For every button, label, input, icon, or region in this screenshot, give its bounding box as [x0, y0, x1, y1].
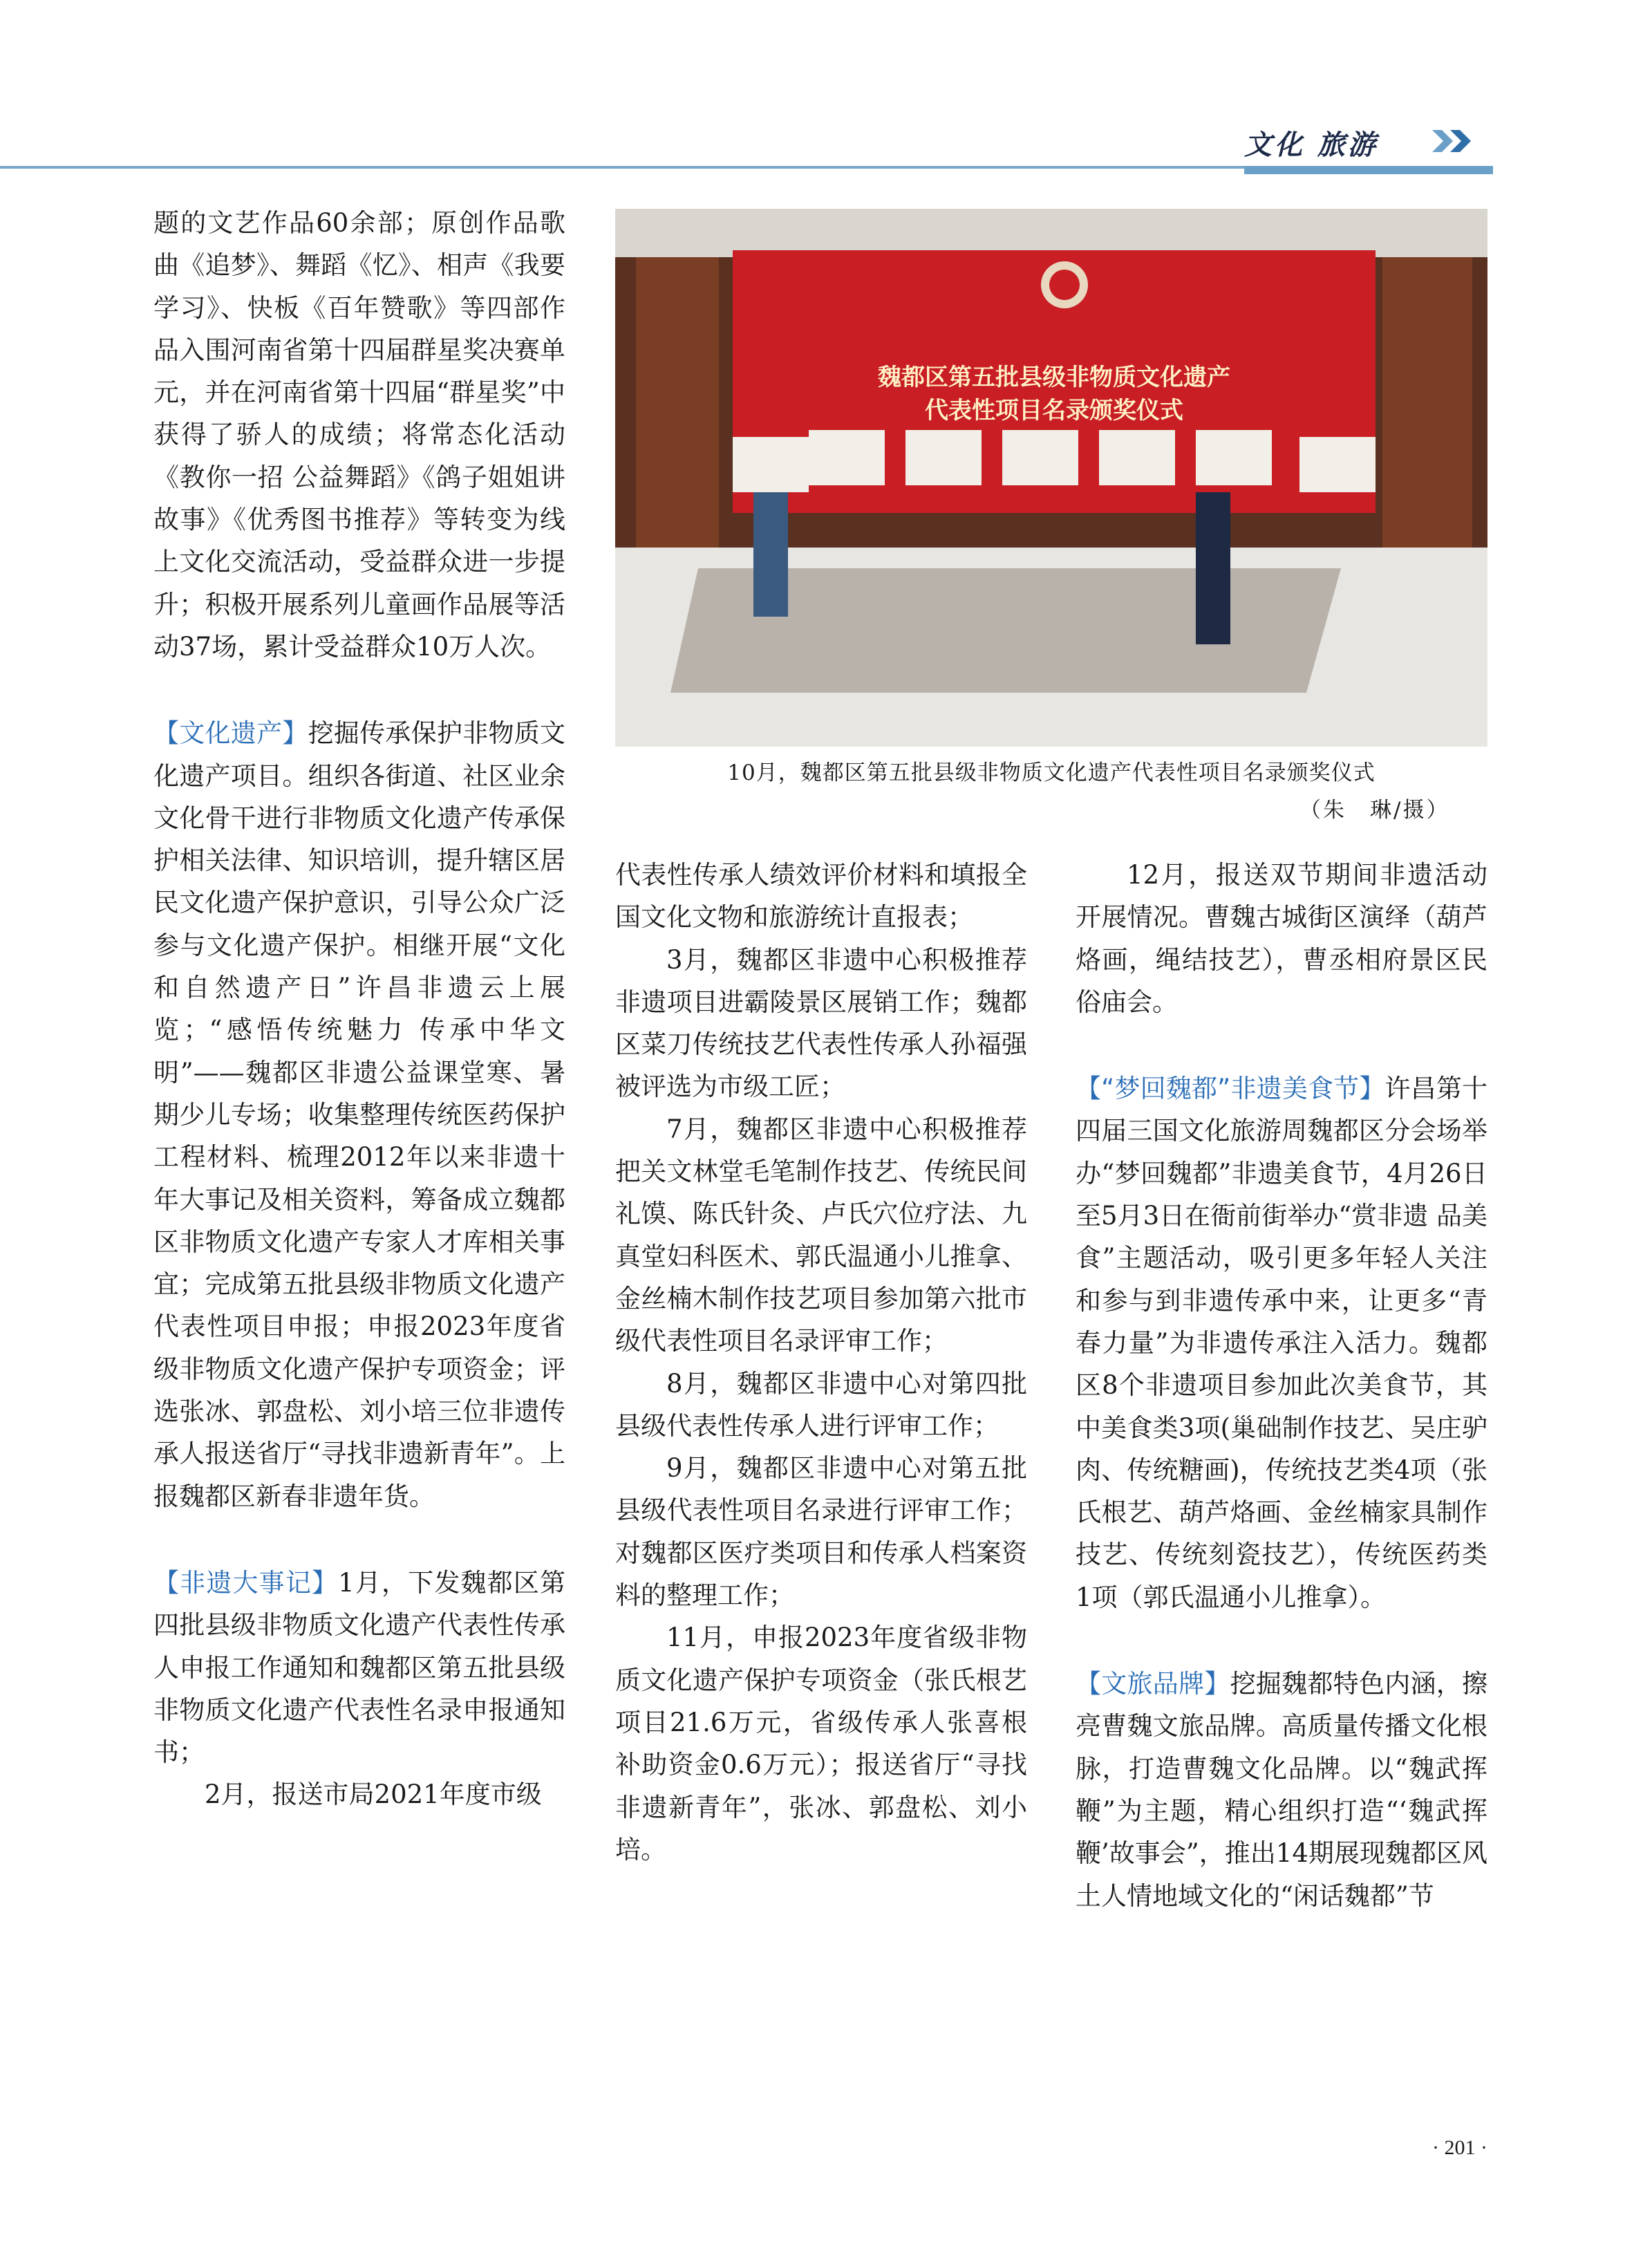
section-heading: 【非遗大事记】 — [153, 1567, 339, 1598]
paragraph-text: 1月，下发魏都区第四批县级非物质文化遗产代表性传承人申报工作通知和魏都区第五批县级非物质文化遗产代表性名录申报通知书； — [153, 1567, 566, 1768]
column-1 — [153, 202, 565, 1816]
banner-line-1: 魏都区第五批县级非物质文化遗产 — [878, 364, 1230, 391]
paragraph: 7月，魏都区非遗中心积极推荐把关文林堂毛笔制作技艺、传统民间礼馍、陈氏针灸、卢氏穴位疗法、九真堂妇科医术、郭氏温通小儿推拿、金丝楠木制作技艺项目参加第六批市级代表性项目名录评审工作； — [615, 1114, 1027, 1356]
photo-credit: （朱 琳/摄） — [1299, 798, 1450, 823]
paragraph-text: 挖掘魏都特色内涵，擦亮曹魏文旅品牌。高质量传播文化根脉，打造曹魏文化品牌。以“魏武挥鞭”为主题，精心组织打造“‘魏武挥鞭’故事会”，推出14期展现魏都区风土人情地域文化的“闲话魏都”节 — [1076, 1669, 1488, 1911]
paragraph: 8月，魏都区非遗中心对第四批县级代表性传承人进行评审工作； — [615, 1368, 1027, 1441]
paragraph: 12月，报送双节期间非遗活动开展情况。曹魏古城街区演绎（葫芦烙画，绳结技艺），曹丞相府景区民俗庙会。 — [1076, 860, 1487, 1017]
photo-caption: 10月，魏都区第五批县级非物质文化遗产代表性项目名录颁奖仪式 — [727, 760, 1376, 785]
paragraph: 11月，申报2023年度省级非物质文化遗产保护专项资金（张氏根艺项目21.6万元，省级传承人张喜根补助资金0.6万元）；报送省厅“寻找非遗新青年”，张冰、郭盘松、刘小培。 — [615, 1623, 1027, 1865]
section-heading: 【文化遗产】 — [153, 718, 308, 749]
paragraph — [153, 1562, 565, 1773]
column-3 — [1076, 854, 1487, 1917]
column-2 — [615, 854, 1027, 1871]
paragraph: 代表性传承人绩效评价材料和填报全国文化文物和旅游统计直报表； — [615, 860, 1027, 933]
paragraph-text: 许昌第十四届三国文化旅游周魏都区分会场举办“梦回魏都”非遗美食节，4月26日至5月3日在衙前街举办“赏非遗 品美食”主题活动，吸引更多年轻人关注和参与到非遗传承中来，让更多“青春力量”为非遗传承注入活力。魏都区8个非遗项目参加此次美食节，其中美食类3项(巢础制作技艺、吴庄驴肉、传统糖画)，传统技艺类4项（张氏根艺、葫芦烙画、金丝楠家具制作技艺、传统刻瓷技艺），传统医药类1项（郭氏温通小儿推拿）。 — [1076, 1074, 1487, 1612]
ceremony-photo — [615, 209, 1487, 747]
banner-line-2: 代表性项目名录颁奖仪式 — [925, 397, 1183, 424]
paragraph: 3月，魏都区非遗中心积极推荐非遗项目进霸陵景区展销工作；魏都区菜刀传统技艺代表性传承人孙福强被评选为市级工匠； — [615, 944, 1027, 1102]
paragraph: 题的文艺作品60余部；原创作品歌曲《追梦》、舞蹈《忆》、相声《我要学习》、快板《百年赞歌》等四部作品入围河南省第十四届群星奖决赛单元，并在河南省第十四届“群星奖”中获得了骄人的成绩；将常态化活动《教你一招 公益舞蹈》《鸽子姐姐讲故事》《优秀图书推荐》等转变为线上文化交流活动，受益群众进一步提升；积极开展系列儿童画作品展等活动37场，累计受益群众10万人次。 — [153, 208, 565, 662]
header-tab — [1244, 166, 1493, 174]
header-rule — [0, 166, 1244, 169]
paragraph: 9月，魏都区非遗中心对第五批县级代表性项目名录进行评审工作；对魏都区医疗类项目和传承人档案资料的整理工作； — [615, 1453, 1027, 1611]
section-heading: 【文旅品牌】 — [1076, 1669, 1230, 1699]
paragraph — [153, 712, 565, 1517]
paragraph: 2月，报送市局2021年度市级 — [205, 1779, 542, 1810]
section-title: 文化 旅游 — [1244, 129, 1378, 161]
paragraph — [1076, 1663, 1487, 1917]
page-number: · 201 · — [1432, 2136, 1487, 2159]
paragraph — [1076, 1067, 1487, 1618]
paragraph-text: 挖掘传承保护非物质文化遗产项目。组织各街道、社区业余文化骨干进行非物质文化遗产传承保护相关法律、知识培训，提升辖区居民文化遗产保护意识，引导公众广泛参与文化遗产保护。相继开展“文化和自然遗产日”许昌非遗云上展览；“感悟传统魅力 传承中华文明”——魏都区非遗公益课堂寒、暑期少儿专场；收集整理传统医药保护工程材料、梳理2012年以来非遗十年大事记及相关资料，筹备成立魏都区非物质文化遗产专家人才库相关事宜；完成第五批县级非物质文化遗产代表性项目申报；申报2023年度省级非物质文化遗产保护专项资金；评选张冰、郭盘松、刘小培三位非遗传承人报送省厅“寻找非遗新青年”。上报魏都区新春非遗年货。 — [153, 718, 566, 1511]
section-heading: 【“梦回魏都”非遗美食节】 — [1076, 1074, 1385, 1104]
chevron-right-icon — [1432, 129, 1476, 153]
